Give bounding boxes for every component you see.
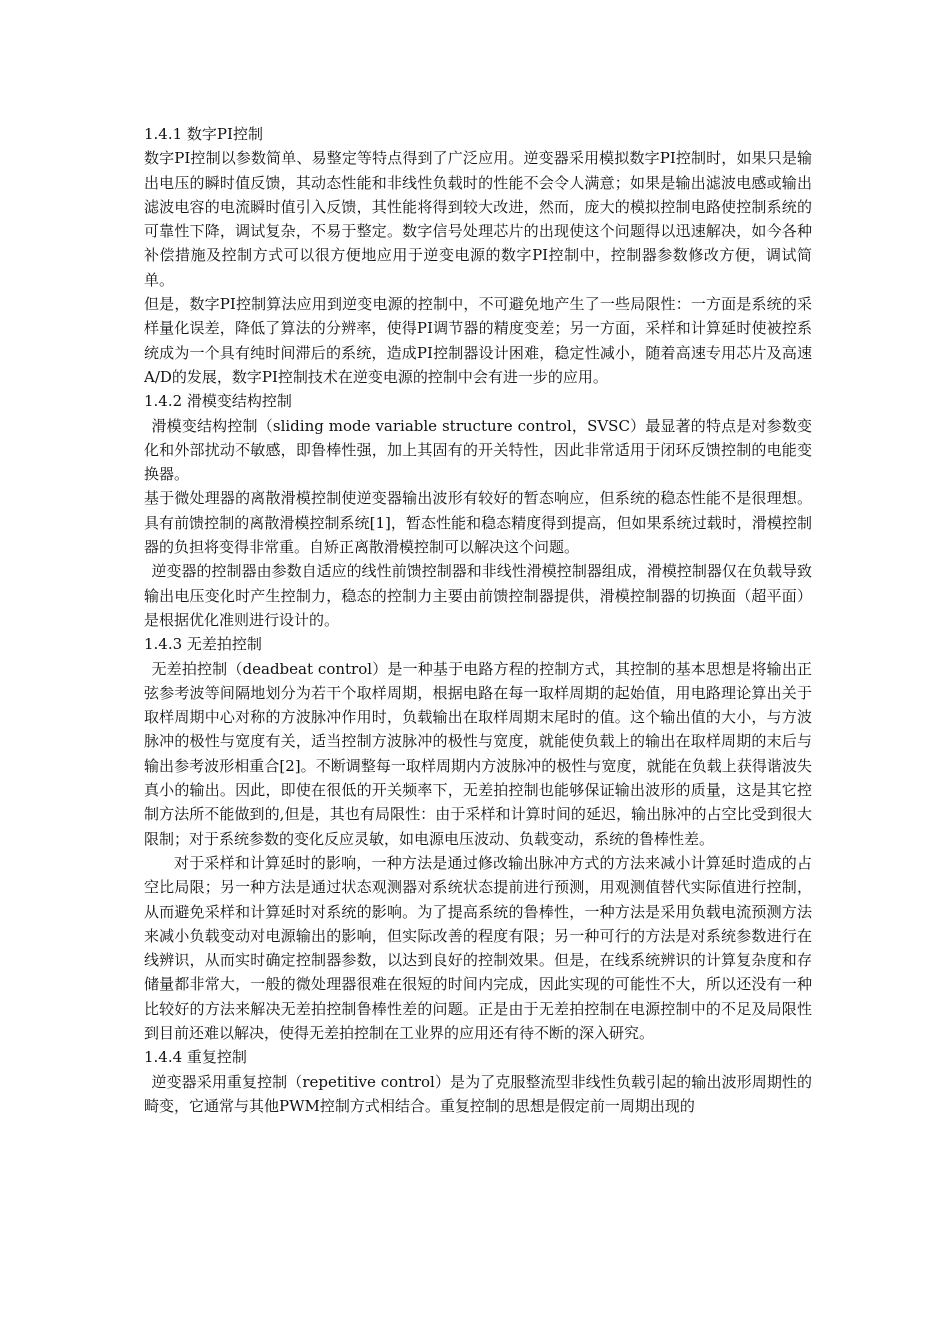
paragraph: 对于采样和计算延时的影响，一种方法是通过修改输出脉冲方式的方法来减小计算延时造成的占空比局限；另一种方法是通过状态观测器对系统状态提前进行预测，用观测值替代实际值进行控制，从而避免采样和计算延时对系统的影响。为了提高系统的鲁棒性，一种方法是采用负载电流预测方法来减小负载变动对电源输出的影响，但实际改善的程度有限；另一种可行的方法是对系统参数进行在线辨识，从而实时确定控制器参数，以达到良好的控制效果。但是，在线系统辨识的计算复杂度和存储量都非常大，一般的微处理器很难在很短的时间内完成，因此实现的可能性不大，所以还没有一种比较好的方法来解决无差拍控制鲁棒性差的问题。正是由于无差拍控制在电源控制中的不足及局限性到目前还难以解决，使得无差拍控制在工业界的应用还有待不断的深入研究。 xyxy=(144,853,812,1042)
section-deadbeat xyxy=(144,632,812,1045)
section-heading: 1.4.3 无差拍控制 xyxy=(144,635,262,654)
section-heading: 1.4.4 重复控制 xyxy=(144,1048,247,1067)
section-repetitive xyxy=(144,1045,812,1118)
section-sliding-mode xyxy=(144,389,812,632)
paragraph: 逆变器采用重复控制（repetitive control）是为了克服整流型非线性负载引起的输出波形周期性的畸变，它通常与其他PWM控制方式相结合。重复控制的思想是假定前一周期出现的 xyxy=(144,1072,812,1115)
section-heading: 1.4.1 数字PI控制 xyxy=(144,125,263,143)
document-page xyxy=(144,122,812,1118)
paragraph: 滑模变结构控制（sliding mode variable structure control，SVSC）最显著的特点是对参数变化和外部扰动不敏感，即鲁棒性强，加上其固有的开关特性，因此非常适用于闭环反馈控制的电能变换器。 xyxy=(144,416,812,484)
section-digital-pi xyxy=(144,122,812,389)
paragraph: 数字PI控制以参数简单、易整定等特点得到了广泛应用。逆变器采用模拟数字PI控制时，如果只是输出电压的瞬时值反馈，其动态性能和非线性负载时的性能不会令人满意；如果是输出滤波电感或输出滤波电容的电流瞬时值引入反馈，其性能将得到较大改进，然而，庞大的模拟控制电路使控制系统的可靠性下降，调试复杂，不易于整定。数字信号处理芯片的出现使这个问题得以迅速解决，如今各种补偿措施及控制方式可以很方便地应用于逆变电源的数字PI控制中，控制器参数修改方便，调试简单。 xyxy=(144,149,812,289)
section-heading: 1.4.2 滑模变结构控制 xyxy=(144,392,292,411)
paragraph: 逆变器的控制器由参数自适应的线性前馈控制器和非线性滑模控制器组成，滑模控制器仅在负载导致输出电压变化时产生控制力，稳态的控制力主要由前馈控制器提供，滑模控制器的切换面（超平面）是根据优化准则进行设计的。 xyxy=(144,562,812,629)
paragraph: 无差拍控制（deadbeat control）是一种基于电路方程的控制方式，其控制的基本思想是将输出正弦参考波等间隔地划分为若干个取样周期，根据电路在每一取样周期的起始值，用电路理论算出关于取样周期中心对称的方波脉冲作用时，负载输出在取样周期末尾时的值。这个输出值的大小，与方波脉冲的极性与宽度有关，适当控制方波脉冲的极性与宽度，就能使负载上的输出在取样周期的末后与输出参考波形相重合[2]。不断调整每一取样周期内方波脉冲的极性与宽度，就能在负载上获得谐波失真小的输出。因此，即使在很低的开关频率下，无差拍控制也能够保证输出波形的质量，这是其它控制方法所不能做到的,但是，其也有局限性：由于采样和计算时间的延迟，输出脉冲的占空比受到很大限制；对于系统参数的变化反应灵敏，如电源电压波动、负载变动，系统的鲁棒性差。 xyxy=(144,659,812,848)
paragraph: 但是，数字PI控制算法应用到逆变电源的控制中，不可避免地产生了一些局限性：一方面是系统的采样量化误差，降低了算法的分辨率，使得PI调节器的精度变差；另一方面，采样和计算延时使被控系统成为一个具有纯时间滞后的系统，造成PI控制器设计困难，稳定性减小，随着高速专用芯片及高速A/D的发展，数字PI控制技术在逆变电源的控制中会有进一步的应用。 xyxy=(144,295,812,386)
paragraph: 基于微处理器的离散滑模控制使逆变器输出波形有较好的暂态响应，但系统的稳态性能不是很理想。具有前馈控制的离散滑模控制系统[1]，暂态性能和稳态精度得到提高，但如果系统过载时，滑模控制器的负担将变得非常重。自矫正离散滑模控制可以解决这个问题。 xyxy=(144,489,812,557)
